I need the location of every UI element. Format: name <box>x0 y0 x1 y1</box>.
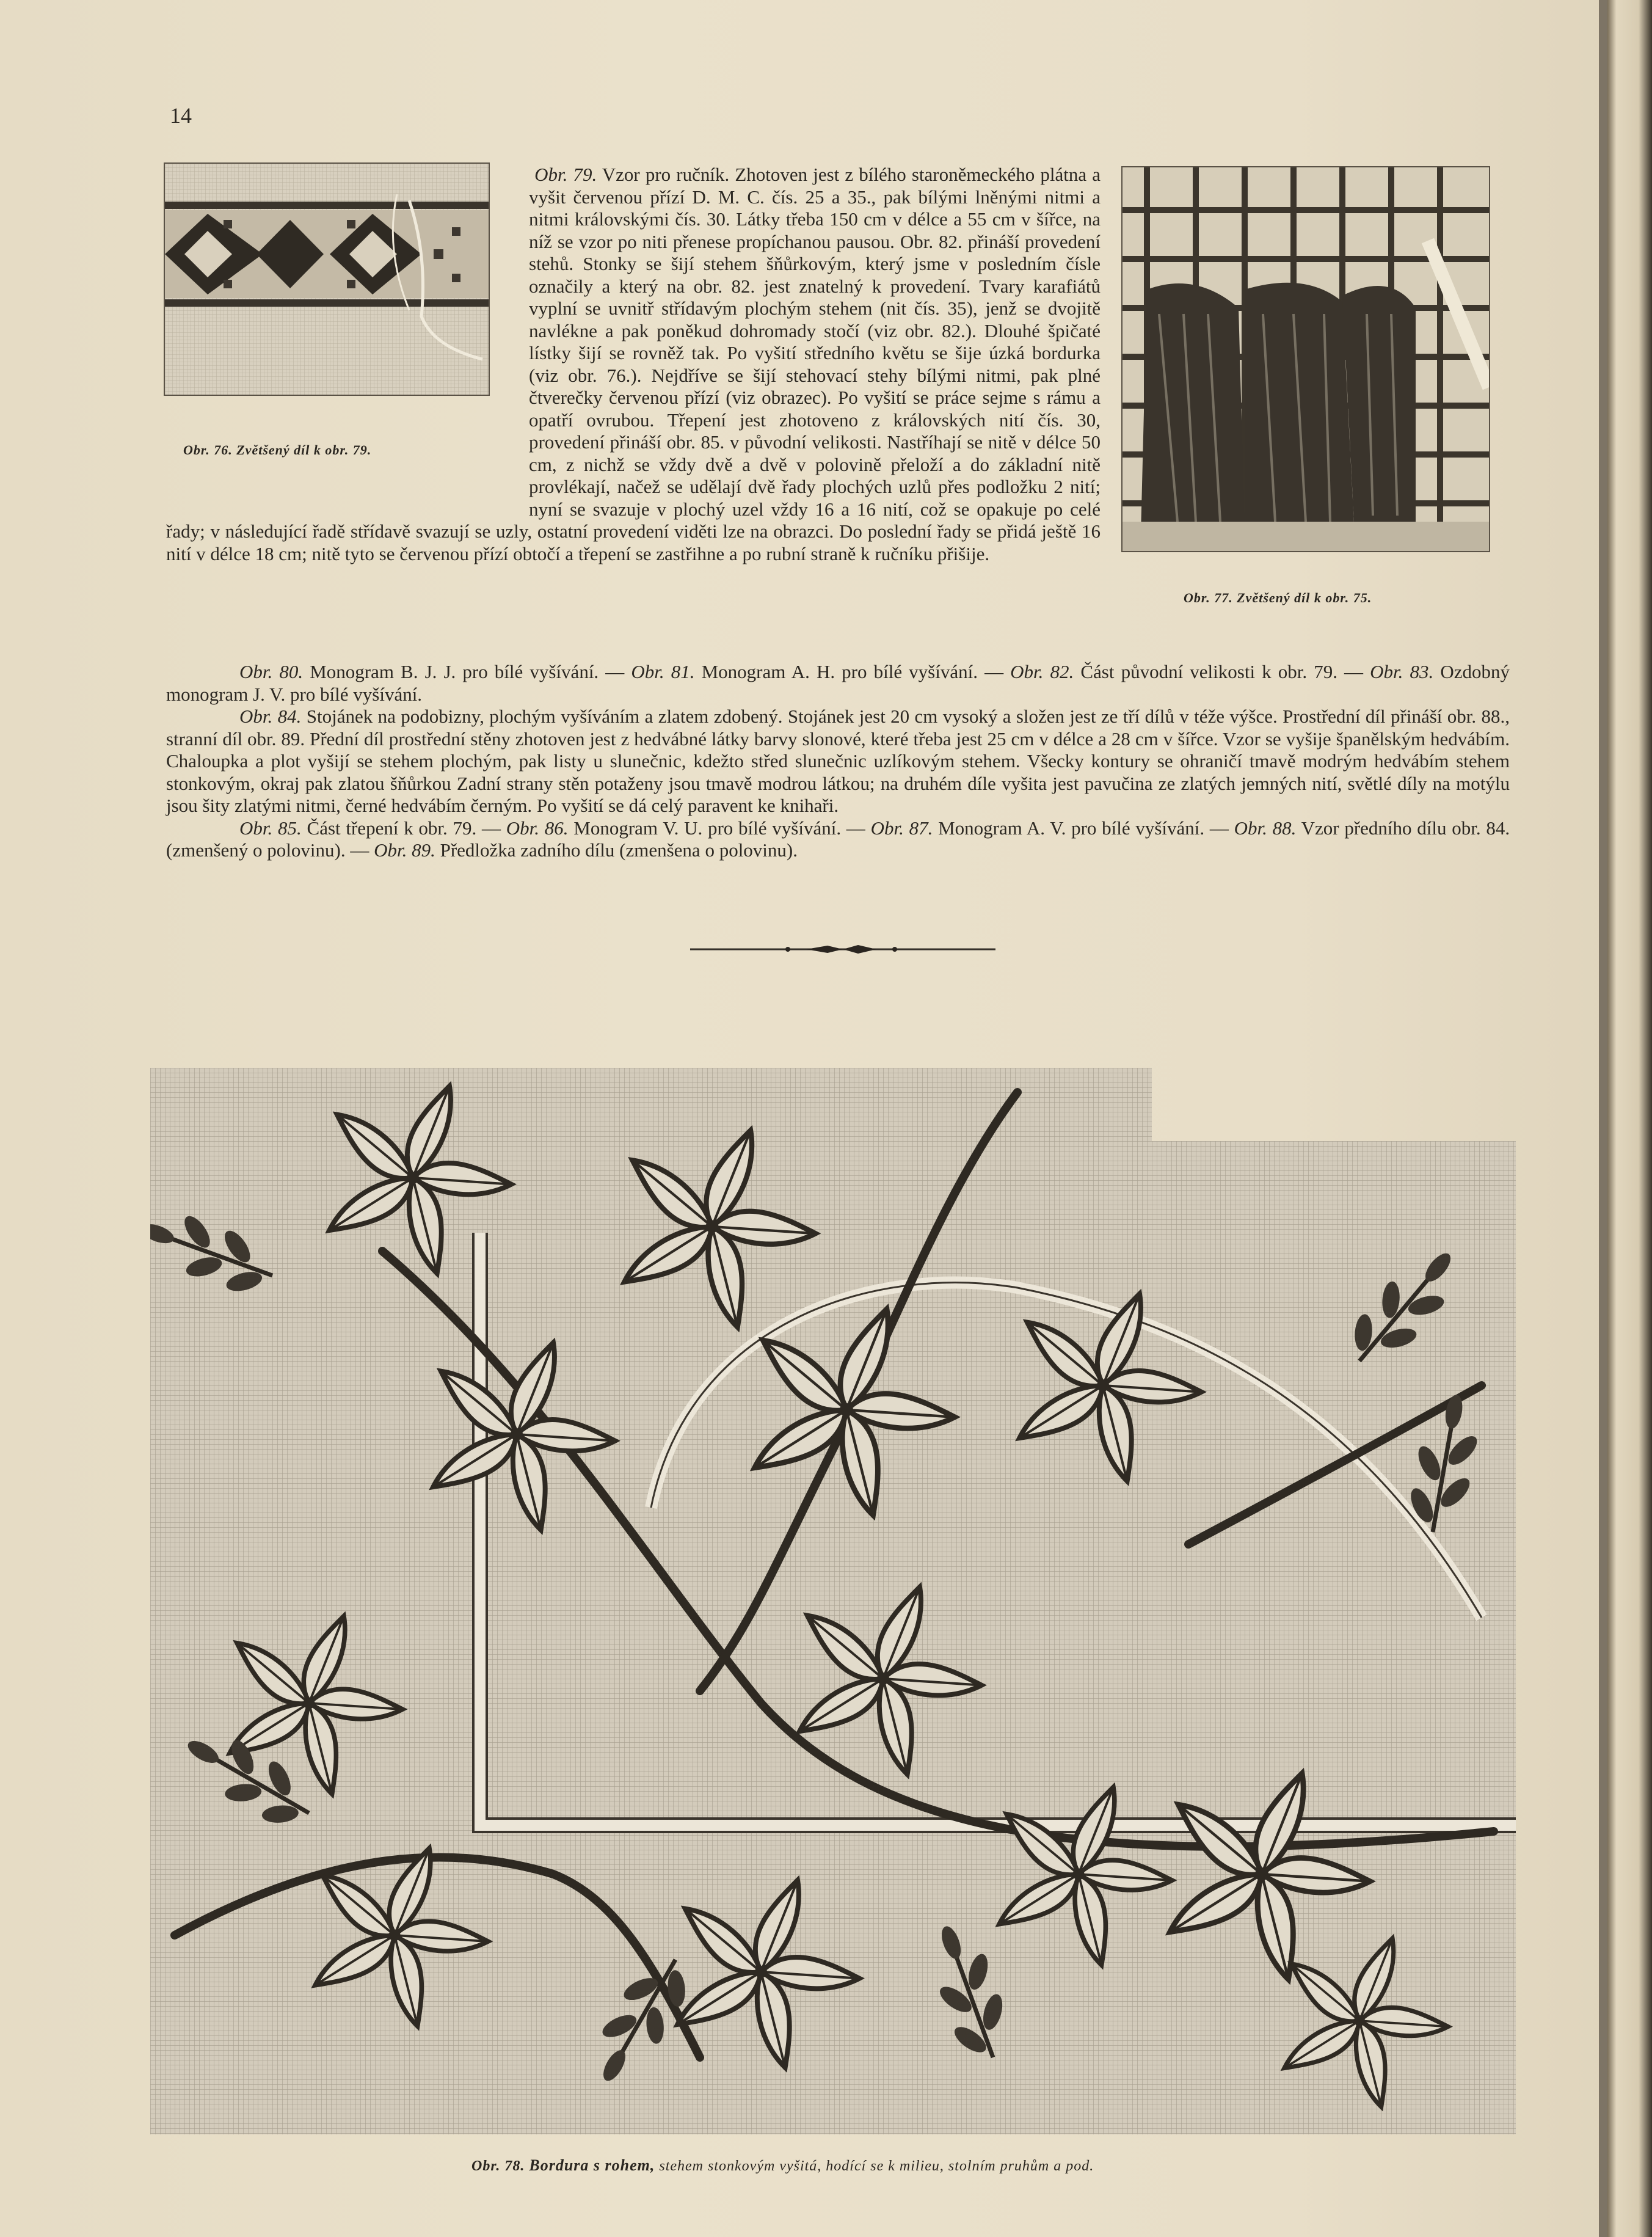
figure-77 <box>1121 166 1490 552</box>
figure-78 <box>150 1068 1516 2134</box>
obr-80-83-paragraph <box>166 661 1510 706</box>
obr-84-paragraph <box>166 706 1510 817</box>
ornamental-divider <box>690 942 995 957</box>
page-number: 14 <box>170 103 192 128</box>
obr-87-label: Obr. 87. <box>870 817 933 839</box>
obr-79-paragraph <box>166 164 1101 668</box>
obr-89-body: Předložka zadního dílu (zmenšena o polovinu). <box>440 839 798 861</box>
obr-88-body: Vzor předního dílu obr. 84. (zmenšený o polovinu). — <box>166 817 1510 861</box>
figure-78-caption-text: stehem stonkovým vyšitá, hodící se k milieu, stolním pruhům a pod. <box>659 2158 1094 2174</box>
divider-ornament-icon <box>690 942 995 957</box>
figure-78-caption <box>471 2156 1094 2175</box>
obr-82-body: Část původní velikosti k obr. 79. — <box>1080 661 1364 682</box>
obr-79-label: Obr. 79. <box>534 164 597 185</box>
obr-89-label: Obr. 89. <box>374 839 435 861</box>
figure-76-caption: Obr. 76. Zvětšený díl k obr. 79. <box>183 442 372 458</box>
obr-85-label: Obr. 85. <box>239 817 302 839</box>
page-spine-shadow <box>1599 0 1607 2237</box>
obr-81-label: Obr. 81. <box>631 661 695 682</box>
obr-83-body: Ozdobný monogram J. V. pro bílé vyšívání. <box>166 661 1510 705</box>
figure-78-caption-title: Bordura s rohem, <box>529 2156 655 2174</box>
figure-78-caption-number: Obr. 78. <box>471 2158 525 2174</box>
obr-79-body: Vzor pro ručník. Zhotoven jest z bílého staroněmeckého plátna a vyšit červenou přízí D. M. C. čís. 25 a 35., pak bílými lněnými nitmi a nitmi královskými čís. 30. Látky třeba 150 cm v délce a 55 cm v šířce, na níž se vzor po niti přenese propíchanou pausou. Obr. 82. přináší provedení stehů. Stonky se šijí stehem šňůrkovým, který jsme v posledním čísle označily a který na obr. 82. jest znatelný k provedení. Tvary karafiátů vyplní se uvnitř střídavým plochým stehem (nit čís. 35), jenž se dvojitě navlékne a pak poněkud dohromady stočí (viz obr. 82.). Dlouhé špičaté lístky šijí se rovněž tak. Po vyšití středního květu se šije úzká bordurka (viz obr. 76.). Nejdříve se šijí stehovací stehy bílými nitmi, pak plné čtverečky červenou přízí (viz obrazec). Po vyšití se práce sejme s rámu a opatří ovrubou. Třepení jest zhotoveno z královských nití čís. 30, provedení přináší obr. 85. v původní velikosti. Nastříhají se nitě v délce 50 cm, z nichž se vždy dvě a dvě v polovině přeloží a do základní nitě provlékají, načež se udělají dvě řady plochých uzlů přes podložku 2 nití; nyní se svazuje v plochý uzel vždy 16 a 16 nití, což se opakuje po celé řady; v následující řadě střídavě svazují se uzly, ostatní provedení viděti lze na obrazci. Do poslední řady se přidá ještě 16 nití v délce 18 cm; nitě tyto se červenou přízí obtočí a třepení se zastřihne a po rubní straně k ručníku přišije. <box>166 164 1101 564</box>
obr-81-body: Monogram A. H. pro bílé vyšívání. — <box>701 661 1004 682</box>
figure-77-caption: Obr. 77. Zvětšený díl k obr. 75. <box>1184 590 1372 605</box>
obr-80-label: Obr. 80. <box>239 661 304 682</box>
figure-notes-block <box>166 661 1510 862</box>
obr-88-label: Obr. 88. <box>1234 817 1297 839</box>
obr-84-body: Stojánek na podobizny, plochým vyšíváním a zlatem zdobený. Stojánek jest 20 cm vysoký a složen jest ze tří dílů v téže výšce. Prostřední díl přináší obr. 88., stranní díl obr. 89. Přední díl prostřední stěny zhotoven jest z hedvábné látky barvy slonové, které třeba jest 25 cm v délce a 28 cm v šířce. Vzor se vyšije španělským hedvábím. Chaloupka a plot vyšijí se stehem plochým, pak listy u slunečnic, kdežto střed slunečnic uzlíkovým stehem. Všecky kontury se ohraničí tmavě modrým hedvábím stehem stonkovým, okraj pak zlatou šňůrkou Zadní strany stěn potaženy jsou tmavě modrou látkou; na druhém díle vyšita jest pavučina ze zlatých jemných nití, světlé díly na motýlu jsou šity zlatými nitmi, černé hedvábím černým. Po vyšití se dá celý paravent ke knihaři. <box>166 706 1510 816</box>
obr-83-label: Obr. 83. <box>1370 661 1434 682</box>
obr-80-body: Monogram B. J. J. pro bílé vyšívání. — <box>310 661 625 682</box>
text-wrap-spacer-left <box>166 164 529 518</box>
figure-77-fringe-closeup-image <box>1123 167 1489 551</box>
obr-84-label: Obr. 84. <box>239 706 302 727</box>
obr-85-body: Část třepení k obr. 79. — <box>307 817 501 839</box>
obr-86-body: Monogram V. U. pro bílé vyšívání. — <box>573 817 865 839</box>
obr-86-label: Obr. 86. <box>506 817 569 839</box>
obr-82-label: Obr. 82. <box>1010 661 1074 682</box>
obr-87-body: Monogram A. V. pro bílé vyšívání. — <box>938 817 1229 839</box>
figure-78-corner-border-embroidery-image <box>150 1068 1516 2134</box>
next-page-edge <box>1607 0 1652 2237</box>
obr-85-89-paragraph <box>166 817 1510 862</box>
